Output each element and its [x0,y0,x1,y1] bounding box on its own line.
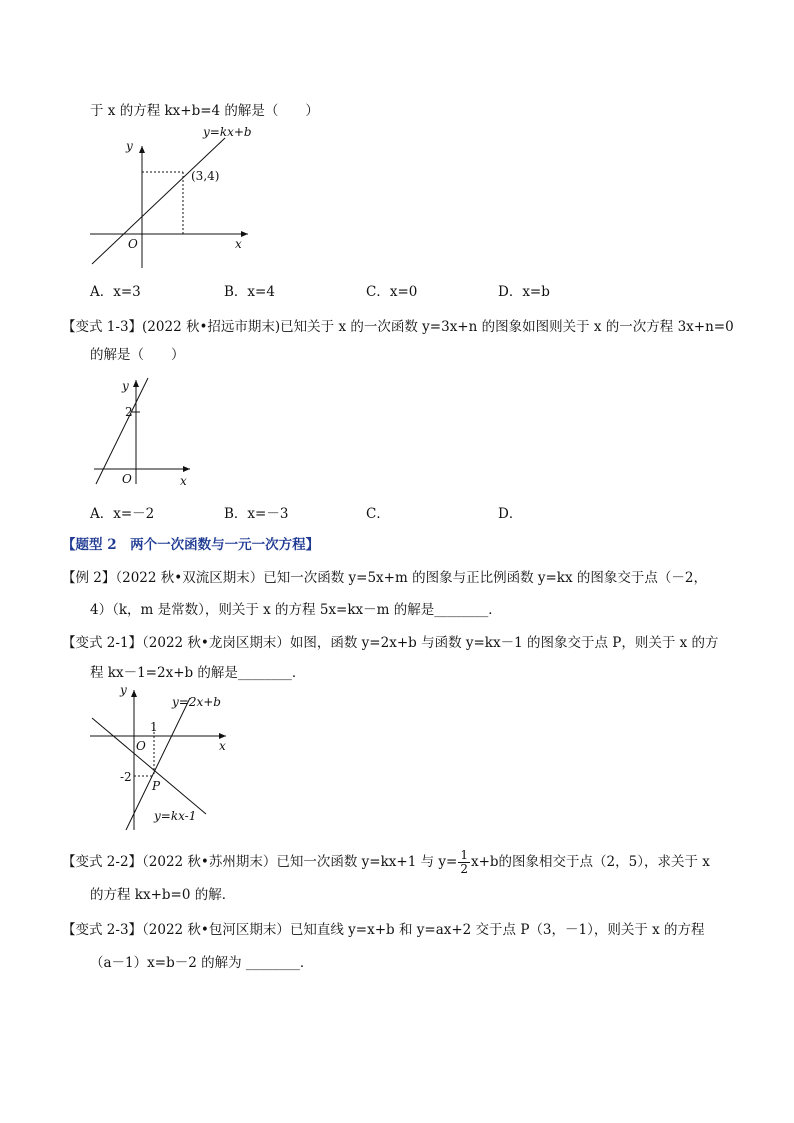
v21-line1-label: y=2x+b [172,695,221,709]
v13-options [90,505,710,523]
v13-graph [88,372,208,492]
v21-tick-x-label: 1 [150,720,158,734]
q1-option-a[interactable]: A．x=3 [90,284,141,300]
v22-fraction [458,849,470,876]
v22-line1-pre: 【变式 2-2】（2022 秋•苏州期末）已知一次函数 y=kx+1 与 y= [62,854,458,870]
v13-option-a[interactable]: A．x=－2 [90,506,155,522]
q1-x-axis-label: x [235,237,242,251]
ex2-line2: 4）（k，m 是常数），则关于 x 的方程 5x=kx－m 的解是________． [90,602,502,618]
v13-option-c[interactable]: C． [366,506,390,522]
v13-x-axis-label: x [180,474,187,488]
q1-line-label: y=kx+b [203,125,252,139]
ex2-line1: 【例 2】（2022 秋•双流区期末）已知一次函数 y=5x+m 的图象与正比例函数 y=kx 的图象交于点（－2， [62,570,707,586]
v21-origin-label: O [136,739,146,753]
v23-line2: （a－1）x=b－2 的解为 ________． [90,955,314,971]
q1-y-axis-label: y [126,139,133,153]
q1-option-d[interactable]: D．x=b [498,284,550,300]
v22-line1 [62,849,710,876]
v21-point-label: P [152,779,161,793]
v13-line1: 【变式 1-3】(2022 秋•招远市期末)已知关于 x 的一次函数 y=3x+n 的图象如图则关于 x 的一次方程 3x+n=0 [62,319,734,335]
v21-line2: 程 kx－1=2x+b 的解是________． [90,665,306,681]
q1-option-b[interactable]: B．x=4 [224,284,275,300]
q1-point-label: (3,4) [191,169,220,183]
v22-line2: 的方程 kx+b=0 的解． [90,887,236,903]
q1-options [90,283,710,301]
v13-origin-label: O [122,472,132,486]
v13-line2: 的解是（ ） [90,347,185,363]
v23-line1: 【变式 2-3】（2022 秋•包河区期末）已知直线 y=x+b 和 y=ax+2 交于点 P（3，－1），则关于 x 的方程 [62,922,705,938]
v21-line2-label: y=kx-1 [154,809,197,823]
v13-tick-label: 2 [125,405,133,419]
v22-line1-post: x+b的图象相交于点（2，5），求关于 x [470,854,710,870]
section2-title: 【题型 2 两个一次函数与一元一次方程】 [62,537,320,553]
v21-x-axis-label: x [219,739,226,753]
v13-y-axis-label: y [122,379,129,393]
v22-fraction-num: 1 [460,848,468,862]
q1-graph [80,122,260,272]
v21-y-axis-label: y [120,683,127,697]
v21-line1: 【变式 2-1】（2022 秋•龙岗区期末）如图，函数 y=2x+b 与函数 y=kx－1 的图象交于点 P，则关于 x 的方 [62,635,719,651]
q1-origin-label: O [128,237,138,251]
v13-option-b[interactable]: B．x=－3 [224,506,289,522]
q1-stem-tail: 于 x 的方程 kx+b=4 的解是（ ） [90,103,319,119]
q1-option-c[interactable]: C．x=0 [366,284,418,300]
v13-option-d[interactable]: D． [498,506,523,522]
v21-graph [86,684,236,834]
v22-fraction-den: 2 [460,862,468,876]
v21-tick-y-label: -2 [120,770,132,784]
